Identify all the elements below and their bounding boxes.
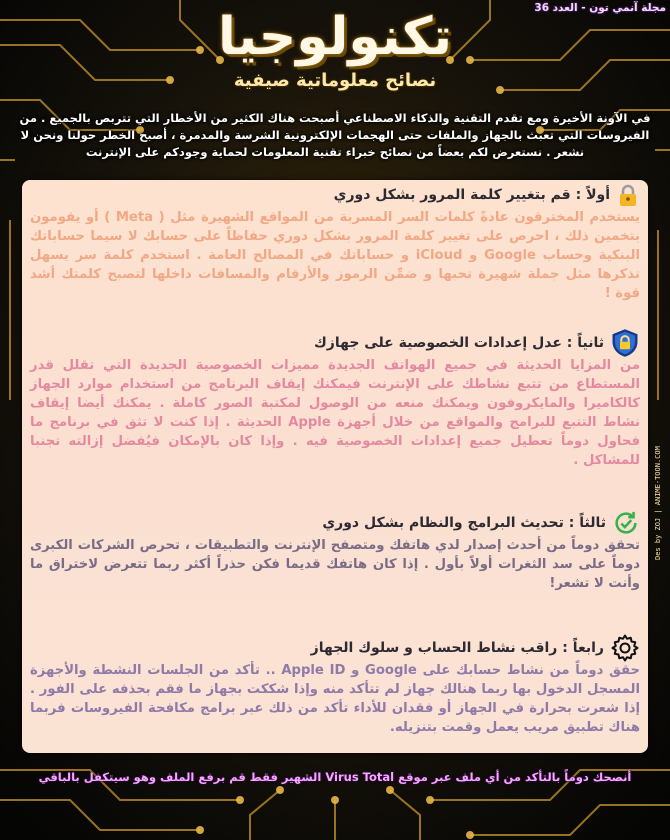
tip-title <box>22 182 648 208</box>
lock-icon <box>616 183 640 207</box>
footer-tip: أنصحك دوماً بالتأكد من أي ملف عبر موقع Virus Total الشهير فقط قم برفع الملف وهو سيتكفل بالباقي <box>38 770 632 784</box>
tip-title-text: ثالثاً : تحديث البرامج والنظام بشكل دوري <box>322 515 606 531</box>
tips-card <box>22 180 648 753</box>
side-credit: Des by ZOJ | ANIME-TOON.COM <box>654 446 662 560</box>
tip-section-updates <box>22 510 648 593</box>
page-subtitle: نصائح معلوماتية صيفية <box>233 70 437 91</box>
tip-body: يستخدم المخترقون عادةً كلمات السر المسربة من المواقع الشهيرة مثل ( Meta ) أو يقومون بتخمين ذلك ، احرص على تغيير كلمة المرور بشكل دوري حفاظاً على حسابك لا سيما حساباتك البنكية وحساب Google و iCloud و حساباتك في المصالح العامة . استخدم كلمة سر يسهل تذكرها مثل جملة شهيرة تحبها و ضمِّن الرموز والأرقام والمسافات داخلها لتصبح كلمتك أشد قوة ! <box>30 210 640 301</box>
tip-title <box>22 330 648 356</box>
tip-body: تحقق دوماً من أحدث إصدار لدي هاتفك ومتصفح الإنترنت والتطبيقات ، تحرص الشركات الكبرى دوماً على سد الثغرات أولاً بأول . إذا كان هاتفك قديما فكن حذراً أكثر ربما تتعرض لاختراق ما وأنت لا تشعر! <box>30 538 640 591</box>
tip-title <box>22 635 648 661</box>
page-title: تكنولوجيا <box>218 7 452 67</box>
shield-lock-icon <box>610 328 640 358</box>
tip-body: حقق دوماً من نشاط حسابك على Google و Apple ID .. تأكد من الجلسات النشطة والأجهزة المسجل الدخول بها ربما هنالك جهاز لم تتأكد منه وإذا شككت بجهاز ما فقم بحذفه على الفور . إذا شعرت بحرارة في الجهاز أو فقدان للأداء تأكد من ذلك عبر برامج مكافحة الفيروسات فربما هناك تطبيق مريب يعمل وقمت بتنزيله. <box>30 663 640 735</box>
gear-icon <box>610 633 640 663</box>
tip-title-text: رابعاً : راقب نشاط الحساب و سلوك الجهاز <box>310 640 604 656</box>
refresh-check-icon <box>612 509 640 537</box>
tip-section-privacy <box>22 330 648 470</box>
tip-section-password <box>22 182 648 303</box>
magazine-issue-label: مجلة آنمي تون - العدد 36 <box>534 2 666 14</box>
tip-title-text: ثانياً : عدل إعدادات الخصوصية على جهازك <box>313 335 604 351</box>
tip-title <box>22 510 648 536</box>
tip-body: من المزايا الحديثة في جميع الهواتف الجديدة مميزات الخصوصية الجديدة التي تقلل قدر المستطاع من تتبع نشاطك على الإنترنت فيمكنك إيقاف البرنامج من استخدام موارد الجهاز كالكاميرا والمايكروفون ويمكنك منعه من الوصول لمكتبة الصور كاملة . يمكنك أيضا إيقاف نشاط التتبع للبرامج والمواقع من خلال أجهزة Apple الحديثة . إذا كنت لا تثق في برنامج ما فحاول دوماً تعطيل جميع إعدادات الخصوصية فيه . وإذا كان بالإمكان فيُفضل إزالته تجنبا للمشاكل . <box>30 358 640 468</box>
tip-section-monitor <box>22 635 648 737</box>
tip-title-text: أولاً : قم بتغيير كلمة المرور بشكل دوري <box>333 187 610 203</box>
intro-paragraph: في الآونة الأخيرة ومع تقدم التقنية والذكاء الاصطناعي أصبحت هناك الكثير من الأخطار التي تتربص بالجميع . من الفيروسات التي تعبث بالجهاز والملفات حتى الهجمات الإلكترونية الشرسة والمدمرة ، أصبح الخطر حولنا ونحن لا نشعر . نستعرض لكم بعضاً من نصائح خبراء تقنية المعلومات لحماية وجودكم على الإنترنت <box>19 111 651 159</box>
